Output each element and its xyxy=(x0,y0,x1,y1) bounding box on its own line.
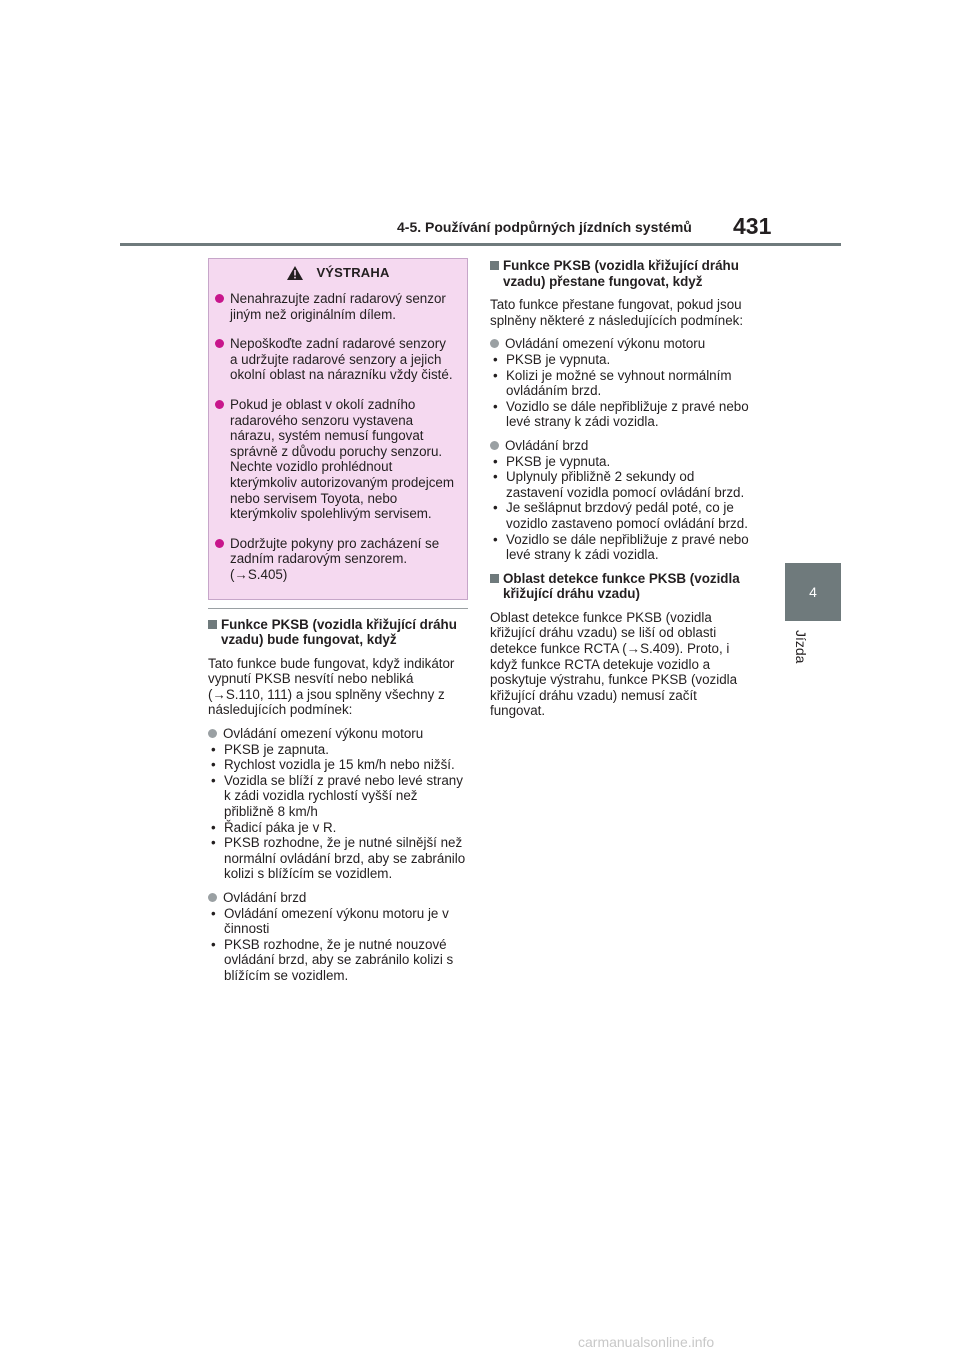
list-item: • Je sešlápnut brzdový pedál poté, co je vozidlo zastaveno pomocí ovládání brzd. xyxy=(490,500,750,531)
heading-square-icon xyxy=(490,261,499,270)
section-heading-text: Funkce PKSB (vozidla křižující dráhu vzadu) bude fungovat, když xyxy=(221,616,457,648)
bullet-dot-icon xyxy=(490,339,499,348)
condition-title-text: Ovládání omezení výkonu motoru xyxy=(505,336,706,352)
warning-item xyxy=(209,332,467,387)
bullet-dot-icon xyxy=(215,400,224,409)
condition-list xyxy=(490,352,750,430)
heading-square-icon xyxy=(208,620,217,629)
condition-title-text: Ovládání brzd xyxy=(223,890,307,905)
warning-title: VÝSTRAHA xyxy=(316,265,390,281)
condition-group xyxy=(490,336,750,430)
condition-group xyxy=(208,726,468,882)
condition-group xyxy=(490,438,750,563)
section-heading-text: Funkce PKSB (vozidla křižující dráhu vzadu) přestane fungovat, když xyxy=(503,258,739,289)
warning-item-text: Pokud je oblast v okolí zadního radarového senzoru vystavena nárazu, systém nemusí fungovat správně z důvodu poruchy senzoru. Nechte vozidlo prohlédnout kterýmkoliv autorizovaným prodejcem nebo servisem Toyota, nebo kterýmkoliv spolehlivým servisem. xyxy=(230,396,454,522)
condition-title-text: Ovládání brzd xyxy=(505,437,589,453)
list-item: • Vozidlo se dále nepřibližuje z pravé nebo levé strany k zádi vozidla. xyxy=(490,399,750,430)
condition-title xyxy=(490,438,750,454)
list-item: • Rychlost vozidla je 15 km/h nebo nižší. xyxy=(208,757,468,773)
warning-item-text: Nenahrazujte zadní radarový senzor jiným než originálním dílem. xyxy=(230,291,446,322)
section-heading xyxy=(208,617,468,648)
warning-item xyxy=(209,532,467,587)
warning-header xyxy=(209,259,467,287)
condition-title-text: Ovládání omezení výkonu motoru xyxy=(223,726,424,742)
list-item: • Vozidla se blíží z pravé nebo levé strany k zádi vozidla rychlostí vyšší než přibližně 8 km/h xyxy=(208,773,468,820)
bullet-dot-icon xyxy=(215,539,224,548)
list-item: • PKSB je vypnuta. xyxy=(490,352,750,368)
section-intro: Tato funkce přestane fungovat, pokud jsou splněny některé z následujících podmínek: xyxy=(490,297,744,328)
right-column xyxy=(490,258,750,727)
list-item: • Vozidlo se dále nepřibližuje z pravé nebo levé strany k zádi vozidla. xyxy=(490,532,750,563)
chapter-label: Jízda xyxy=(793,630,809,664)
condition-list xyxy=(208,742,468,882)
bullet-dot-icon xyxy=(208,729,217,738)
warning-item xyxy=(209,393,467,526)
warning-item xyxy=(209,287,467,326)
watermark: carmanualsonline.info xyxy=(578,1334,715,1350)
bullet-dot-icon xyxy=(490,441,499,450)
list-item: • Řadicí páka je v R. xyxy=(208,820,468,836)
section-body: Oblast detekce funkce PKSB (vozidla křižující dráhu vzadu) se liší od oblasti detekce funkce RCTA (→S.409). Proto, i když funkce RCTA detekuje vozidlo a poskytuje výstrahu, funkce PKSB (vozidla křižující dráhu vzadu) nemusí začít fungovat. xyxy=(490,609,738,719)
page-header xyxy=(0,0,960,250)
section-heading-text: Oblast detekce funkce PKSB (vozidla křižující dráhu vzadu) xyxy=(503,570,740,602)
list-item: • PKSB rozhodne, že je nutné silnější než normální ovládání brzd, aby se zabránilo kolizi s blížícím se vozidlem. xyxy=(208,835,468,882)
header-rule xyxy=(120,243,841,246)
warning-item-text: Dodržujte pokyny pro zacházení se zadním radarovým senzorem. (→S.405) xyxy=(230,535,440,582)
bullet-dot-icon xyxy=(215,294,224,303)
list-item: • PKSB je vypnuta. xyxy=(490,454,750,470)
section-heading xyxy=(490,258,750,289)
chapter-tab[interactable]: 4 xyxy=(785,563,841,621)
warning-item-text: Nepoškoďte zadní radarové senzory a udržujte radarové senzory a jejich okolní oblast na nárazníku vždy čisté. xyxy=(230,336,453,383)
condition-title xyxy=(208,890,468,906)
section-divider xyxy=(208,608,468,609)
section-heading xyxy=(490,571,750,602)
heading-square-icon xyxy=(490,574,499,583)
condition-group xyxy=(208,890,468,984)
warning-triangle-icon xyxy=(286,265,304,281)
list-item: • Ovládání omezení výkonu motoru je v činnosti xyxy=(208,906,468,937)
warning-box xyxy=(208,258,468,600)
left-column xyxy=(208,258,468,992)
condition-list xyxy=(490,454,750,563)
list-item: • PKSB rozhodne, že je nutné nouzové ovládání brzd, aby se zabránilo kolizi s blížícím se vozidlem. xyxy=(208,937,468,984)
condition-title xyxy=(490,336,750,352)
condition-list xyxy=(208,906,468,984)
condition-title xyxy=(208,726,468,742)
page-number: 431 xyxy=(733,213,772,239)
section-title: 4-5. Používání podpůrných jízdních systémů xyxy=(397,219,692,235)
list-item: • PKSB je zapnuta. xyxy=(208,742,468,758)
section-intro: Tato funkce bude fungovat, když indikátor vypnutí PKSB nesvítí nebo nebliká (→S.110, 111) a jsou splněny všechny z následujících podmínek: xyxy=(208,655,455,718)
list-item: • Kolizi je možné se vyhnout normálním ovládáním brzd. xyxy=(490,368,750,399)
bullet-dot-icon xyxy=(215,339,224,348)
bullet-dot-icon xyxy=(208,893,217,902)
list-item: • Uplynuly přibližně 2 sekundy od zastavení vozidla pomocí ovládání brzd. xyxy=(490,469,750,500)
